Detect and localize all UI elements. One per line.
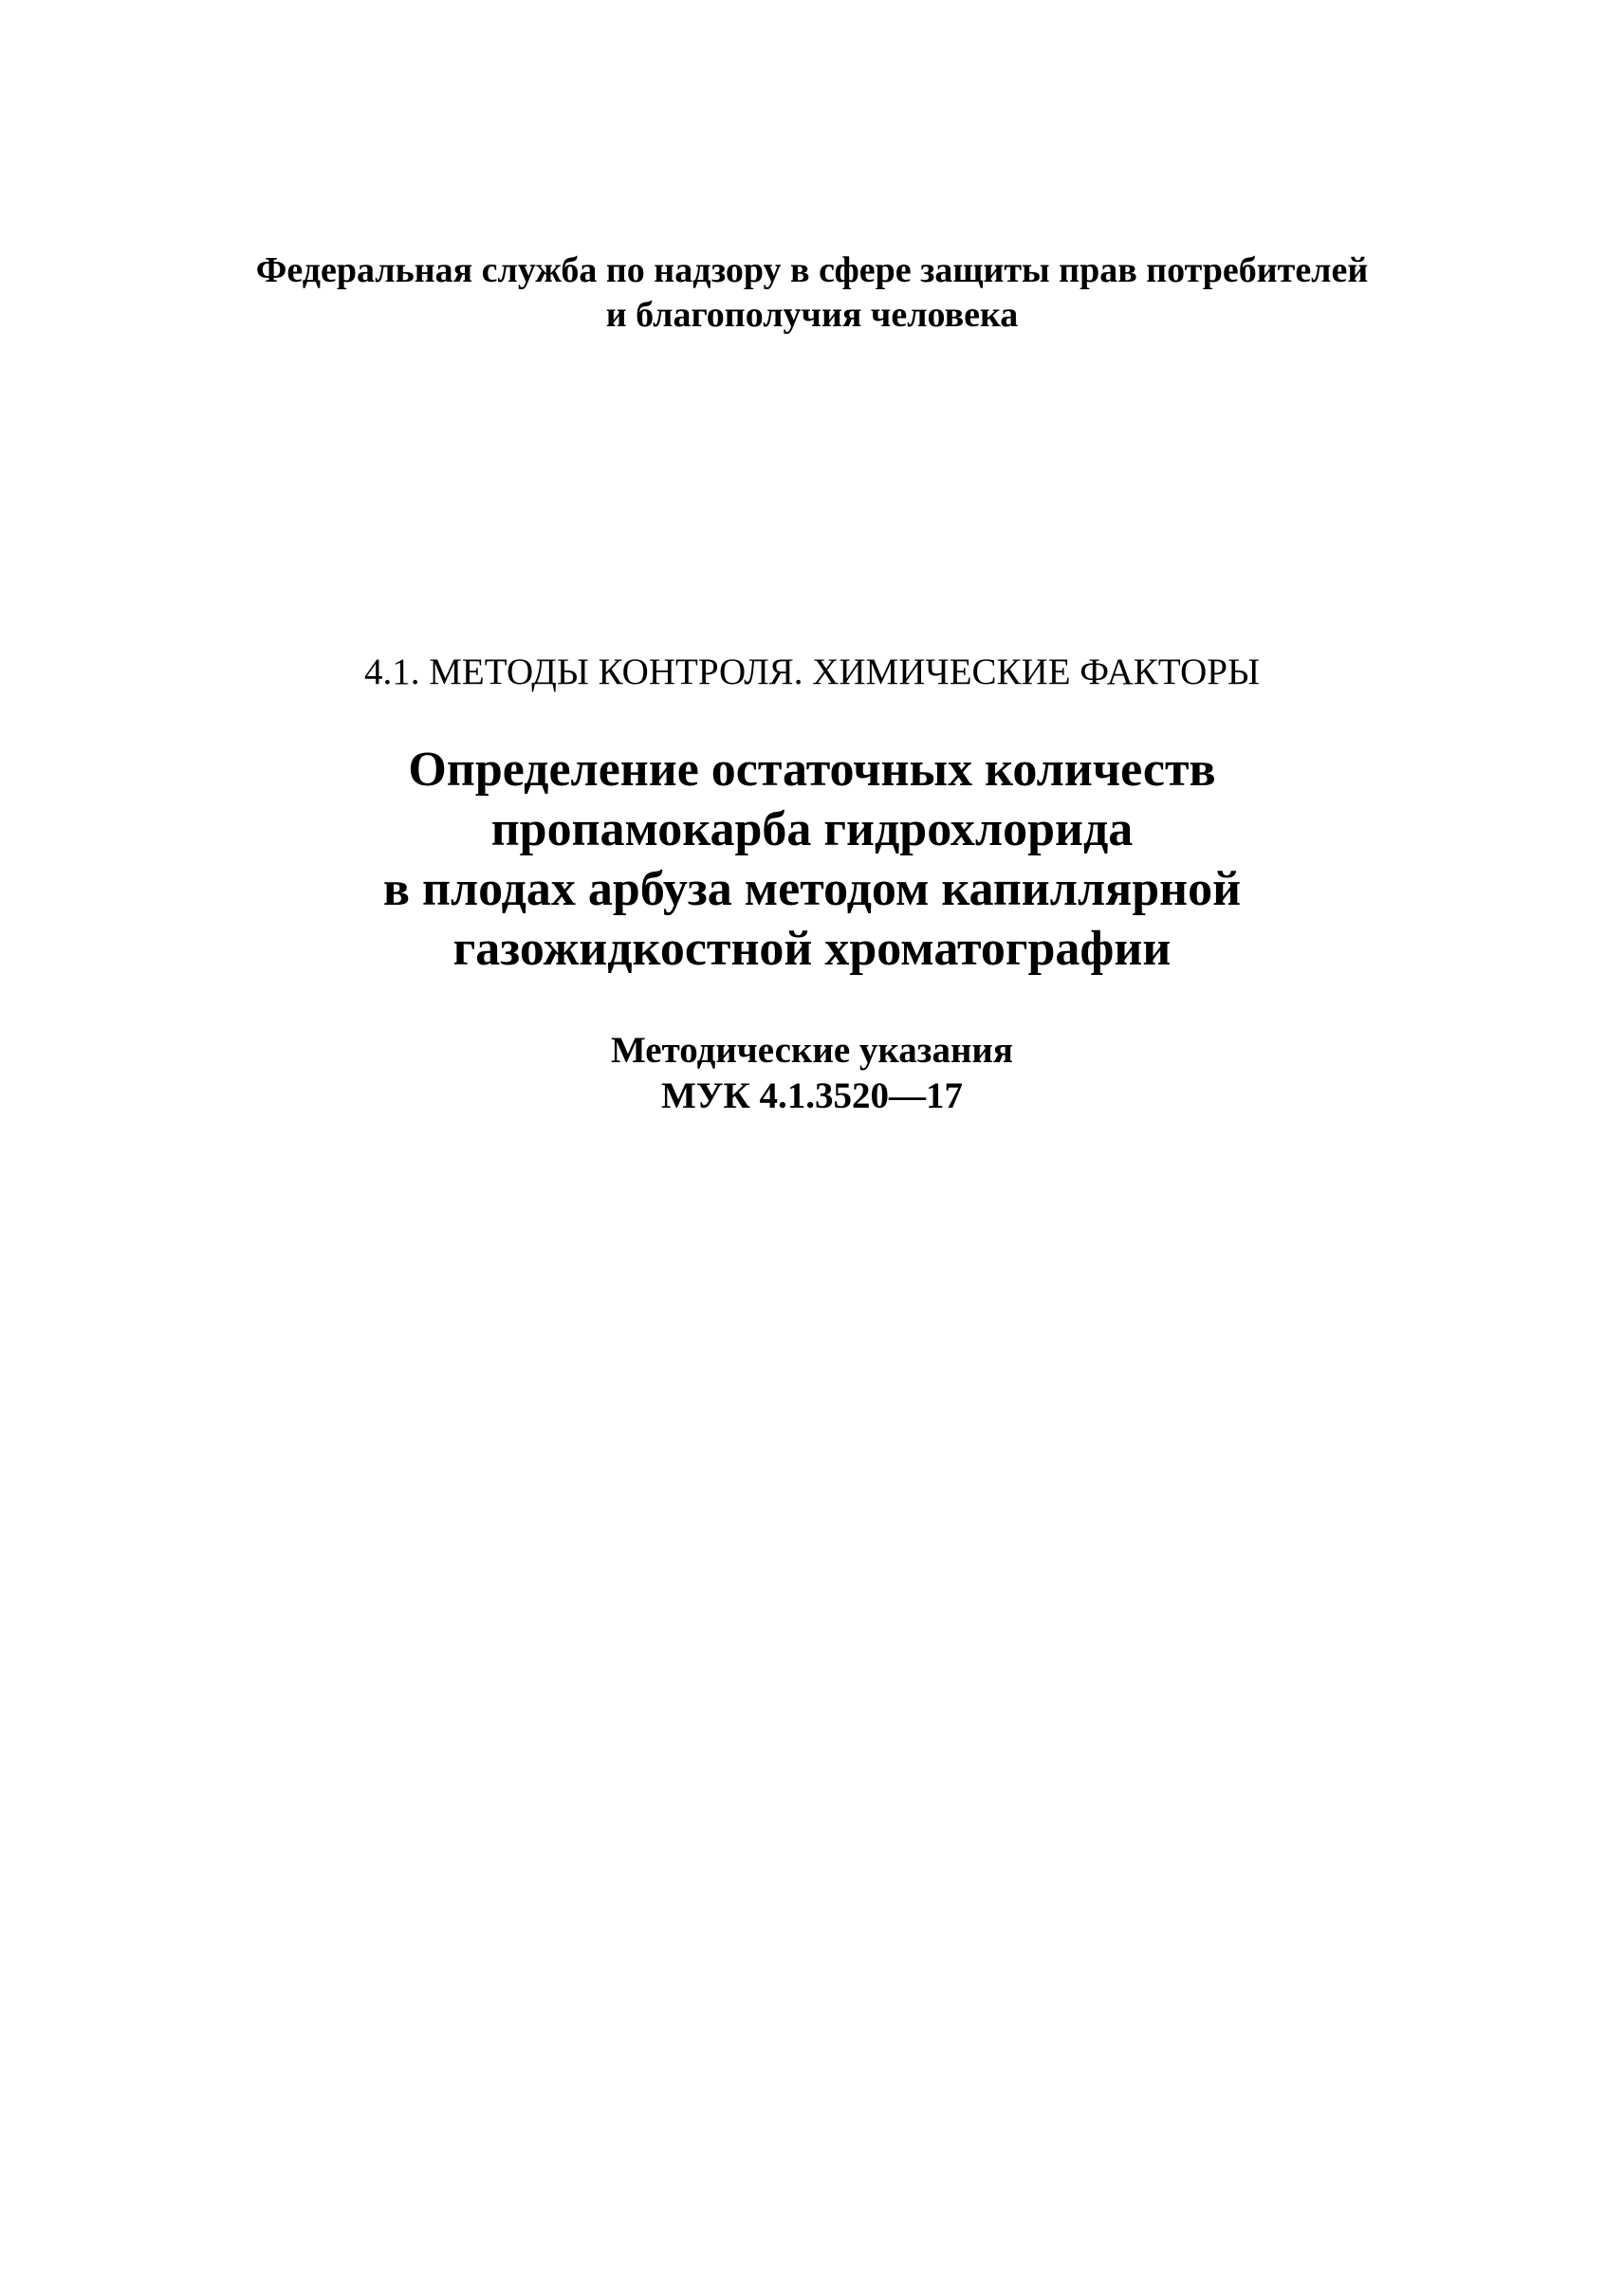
title-line: Определение остаточных количеств	[408, 743, 1216, 797]
title-line: в плодах арбуза методом капиллярной	[382, 862, 1242, 916]
doc-number: МУК 4.1.3520—17	[661, 1075, 963, 1116]
agency-name	[0, 248, 1624, 338]
document-designation	[0, 1028, 1624, 1119]
agency-line: Федеральная служба по надзору в сфере защиты прав потребителей	[255, 250, 1369, 290]
doc-type: Методические указания	[610, 1030, 1013, 1071]
series-heading	[0, 650, 1624, 695]
series-line: 4.1. МЕТОДЫ КОНТРОЛЯ. ХИМИЧЕСКИЕ ФАКТОРЫ	[364, 652, 1260, 692]
agency-line: и благополучия человека	[605, 295, 1019, 335]
title-line: пропамокарба гидрохлорида	[490, 802, 1134, 856]
title-line: газожидкостной хроматографии	[452, 922, 1172, 976]
document-title	[0, 740, 1624, 979]
